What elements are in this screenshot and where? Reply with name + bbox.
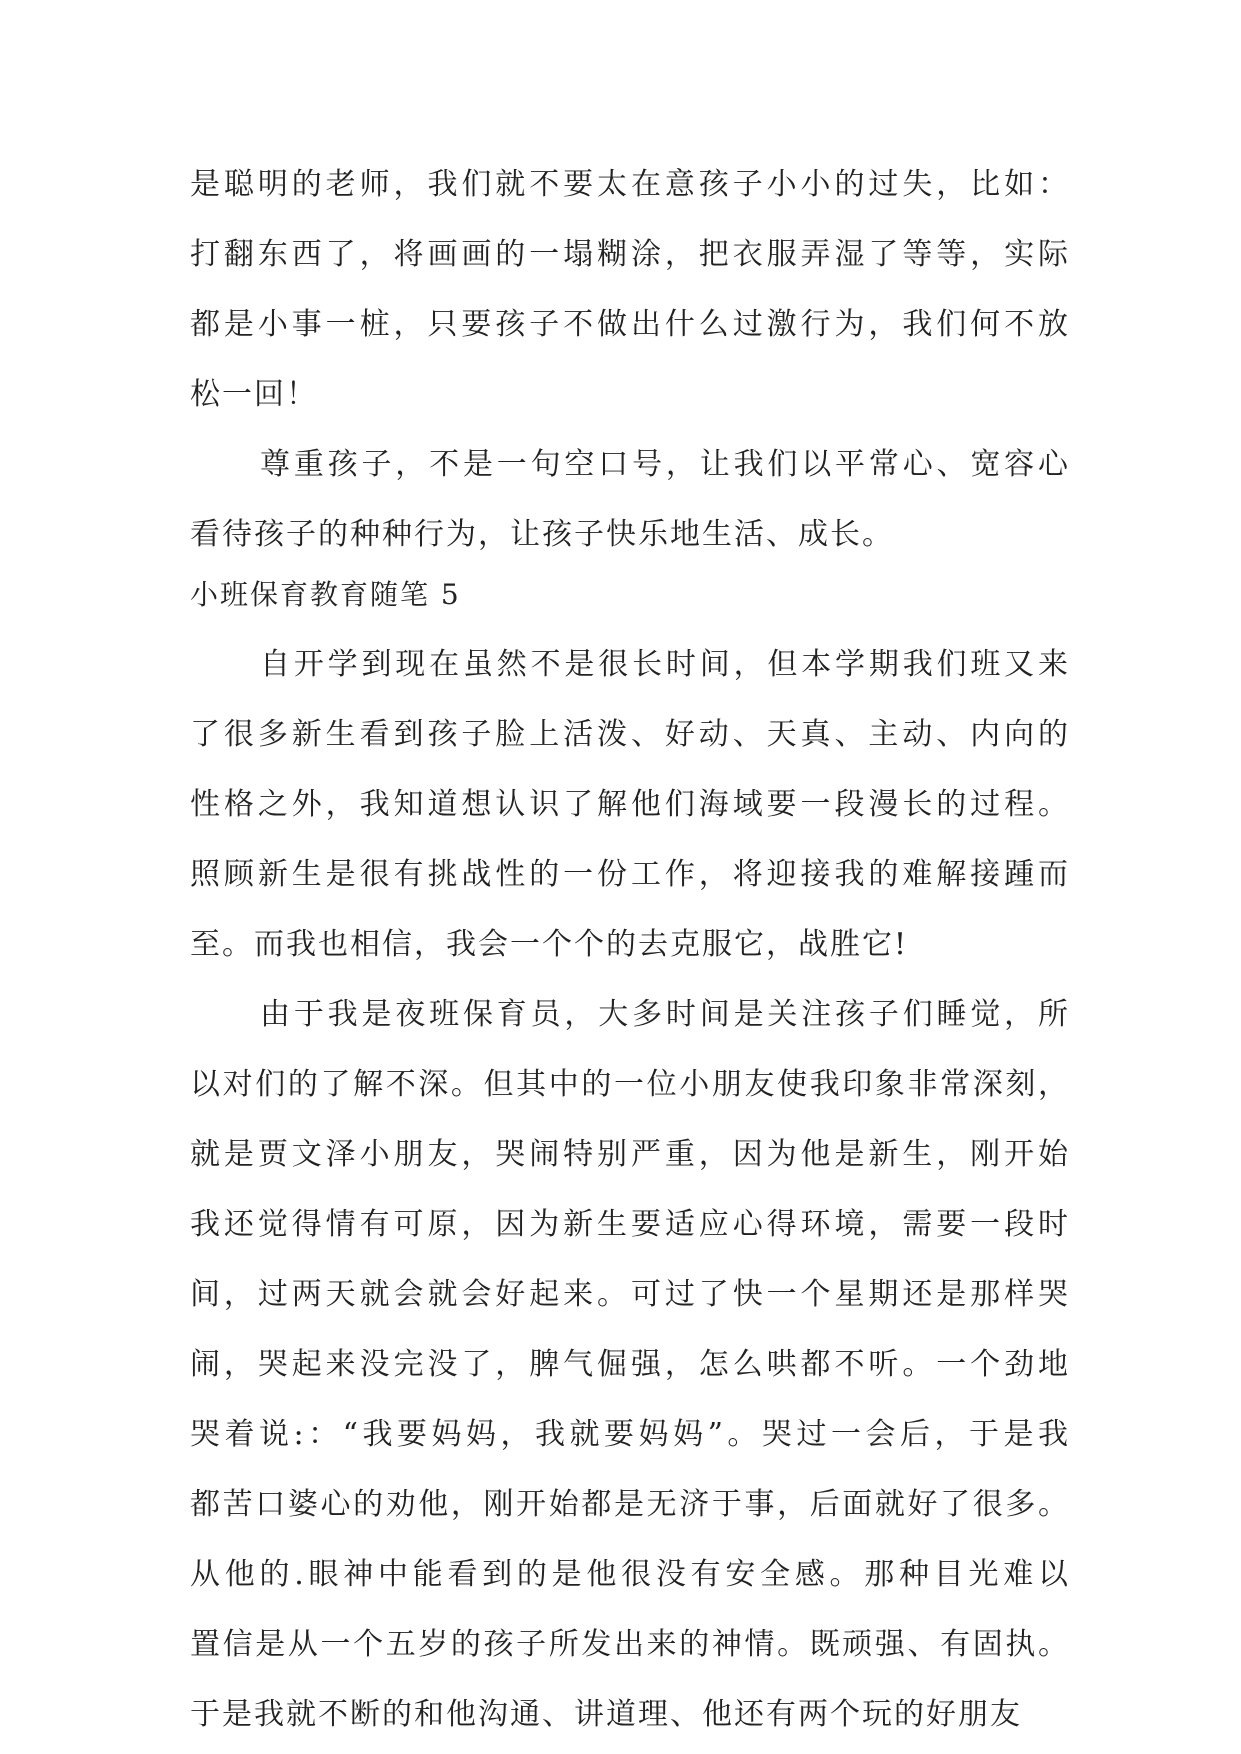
text-line: 尊重孩子，不是一句空口号，让我们以平常心、宽容心 bbox=[260, 447, 1070, 482]
text-line: 照顾新生是很有挑战性的一份工作，将迎接我的难解接踵而 bbox=[190, 857, 1070, 892]
text-line: 置信是从一个五岁的孩子所发出来的神情。既顽强、有固执。 bbox=[190, 1627, 1070, 1662]
text-line: 于是我就不断的和他沟通、讲道理、他还有两个玩的好朋友 bbox=[190, 1697, 1022, 1732]
paragraph-1 bbox=[190, 150, 1070, 430]
text-line: 都是小事一桩，只要孩子不做出什么过激行为，我们何不放 bbox=[190, 307, 1070, 342]
text-line: 我还觉得情有可原，因为新生要适应心得环境，需要一段时 bbox=[190, 1207, 1070, 1242]
text-line: 松一回！ bbox=[190, 377, 318, 412]
text-line: 就是贾文泽小朋友，哭闹特别严重，因为他是新生，刚开始 bbox=[190, 1137, 1070, 1172]
text-line: 间，过两天就会就会好起来。可过了快一个星期还是那样哭 bbox=[190, 1277, 1070, 1312]
text-line: 由于我是夜班保育员，大多时间是关注孩子们睡觉，所 bbox=[260, 997, 1070, 1032]
section-heading: 小班保育教育随笔 5 bbox=[190, 578, 461, 611]
text-line: 打翻东西了，将画画的一塌糊涂，把衣服弄湿了等等，实际 bbox=[190, 237, 1070, 272]
text-line: 自开学到现在虽然不是很长时间，但本学期我们班又来 bbox=[260, 647, 1070, 682]
text-line: 从他的.眼神中能看到的是他很没有安全感。那种目光难以 bbox=[190, 1557, 1070, 1592]
text-line: 以对们的了解不深。但其中的一位小朋友使我印象非常深刻， bbox=[190, 1067, 1070, 1102]
paragraph-4 bbox=[190, 980, 1070, 1750]
paragraph-3 bbox=[190, 630, 1070, 980]
text-line: 性格之外，我知道想认识了解他们海域要一段漫长的过程。 bbox=[190, 787, 1070, 822]
text-line: 至。而我也相信，我会一个个的去克服它，战胜它! bbox=[190, 927, 909, 962]
paragraph-2 bbox=[190, 430, 1070, 570]
text-line: 是聪明的老师，我们就不要太在意孩子小小的过失，比如： bbox=[190, 167, 1070, 202]
text-line: 了很多新生看到孩子脸上活泼、好动、天真、主动、内向的 bbox=[190, 717, 1070, 752]
text-line: 都苦口婆心的劝他，刚开始都是无济于事，后面就好了很多。 bbox=[190, 1487, 1070, 1522]
text-line: 看待孩子的种种行为，让孩子快乐地生活、成长。 bbox=[190, 517, 894, 552]
text-line: 哭着说:：“我要妈妈，我就要妈妈”。哭过一会后，于是我 bbox=[190, 1417, 1070, 1452]
text-line: 闹，哭起来没完没了，脾气倔强，怎么哄都不听。一个劲地 bbox=[190, 1347, 1070, 1382]
